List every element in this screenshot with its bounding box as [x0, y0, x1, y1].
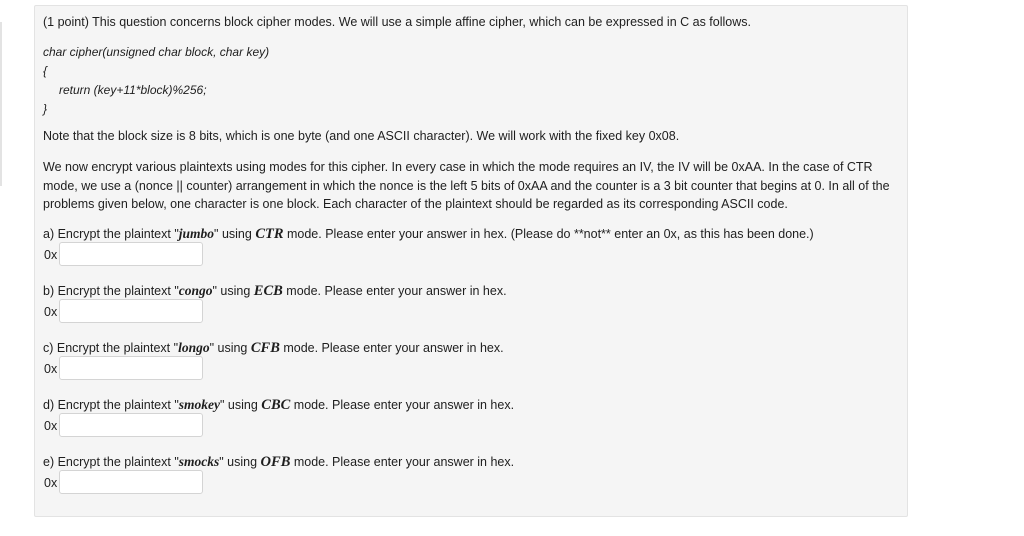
hex-prefix-a: 0x	[44, 248, 58, 262]
question-a: a) Encrypt the plaintext "jumbo" using CTR mode. Please enter your answer in hex. (Please do **not** enter an 0x, as this has been done.)	[43, 226, 814, 242]
left-divider	[0, 22, 2, 186]
key-note: Note that the block size is 8 bits, which is one byte (and one ASCII character). We will work with the fixed key 0x08.	[43, 129, 680, 143]
plaintext-jumbo: jumbo	[178, 226, 215, 241]
code-body: return (key+11*block)%256;	[59, 83, 207, 97]
hex-prefix-b: 0x	[44, 305, 58, 319]
plaintext-smokey: smokey	[178, 397, 221, 412]
mode-ofb: OFB	[260, 454, 291, 470]
question-e: e) Encrypt the plaintext "smocks" using OFB mode. Please enter your answer in hex.	[43, 454, 515, 470]
mode-cbc: CBC	[261, 397, 291, 413]
mode-ctr: CTR	[255, 226, 284, 242]
code-close-brace: }	[43, 102, 48, 116]
problem-intro: (1 point) This question concerns block cipher modes. We will use a simple affine cipher, which can be expressed in C as follows.	[43, 15, 751, 29]
answer-input-e[interactable]	[59, 470, 203, 494]
mode-ecb: ECB	[253, 283, 283, 299]
question-c: c) Encrypt the plaintext "longo" using CFB mode. Please enter your answer in hex.	[43, 340, 504, 356]
plaintext-smocks: smocks	[178, 454, 220, 469]
answer-input-a[interactable]	[59, 242, 203, 266]
mode-cfb: CFB	[250, 340, 280, 356]
plaintext-longo: longo	[178, 340, 210, 355]
problem-panel	[34, 5, 908, 517]
hex-prefix-e: 0x	[44, 476, 58, 490]
hex-prefix-d: 0x	[44, 419, 58, 433]
code-open-brace: {	[43, 64, 48, 78]
question-b: b) Encrypt the plaintext "congo" using ECB mode. Please enter your answer in hex.	[43, 283, 507, 299]
answer-input-c[interactable]	[59, 356, 203, 380]
hex-prefix-c: 0x	[44, 362, 58, 376]
code-signature: char cipher(unsigned char block, char key)	[43, 45, 270, 59]
mode-description: We now encrypt various plaintexts using modes for this cipher. In every case in which the mode requires an IV, the IV will be 0xAA. In the case of CTR mode, we use a (nonce || counter) arrangement in which the nonce is the left 5 bits of 0xAA and the counter is a 3 bit counter that begins at 0. In all of the problems given below, one character is one block. Each character of the plaintext should be regarded as its corresponding ASCII code.	[43, 160, 890, 211]
question-d: d) Encrypt the plaintext "smokey" using CBC mode. Please enter your answer in hex.	[43, 397, 515, 413]
answer-input-d[interactable]	[59, 413, 203, 437]
plaintext-congo: congo	[178, 283, 213, 298]
answer-input-b[interactable]	[59, 299, 203, 323]
